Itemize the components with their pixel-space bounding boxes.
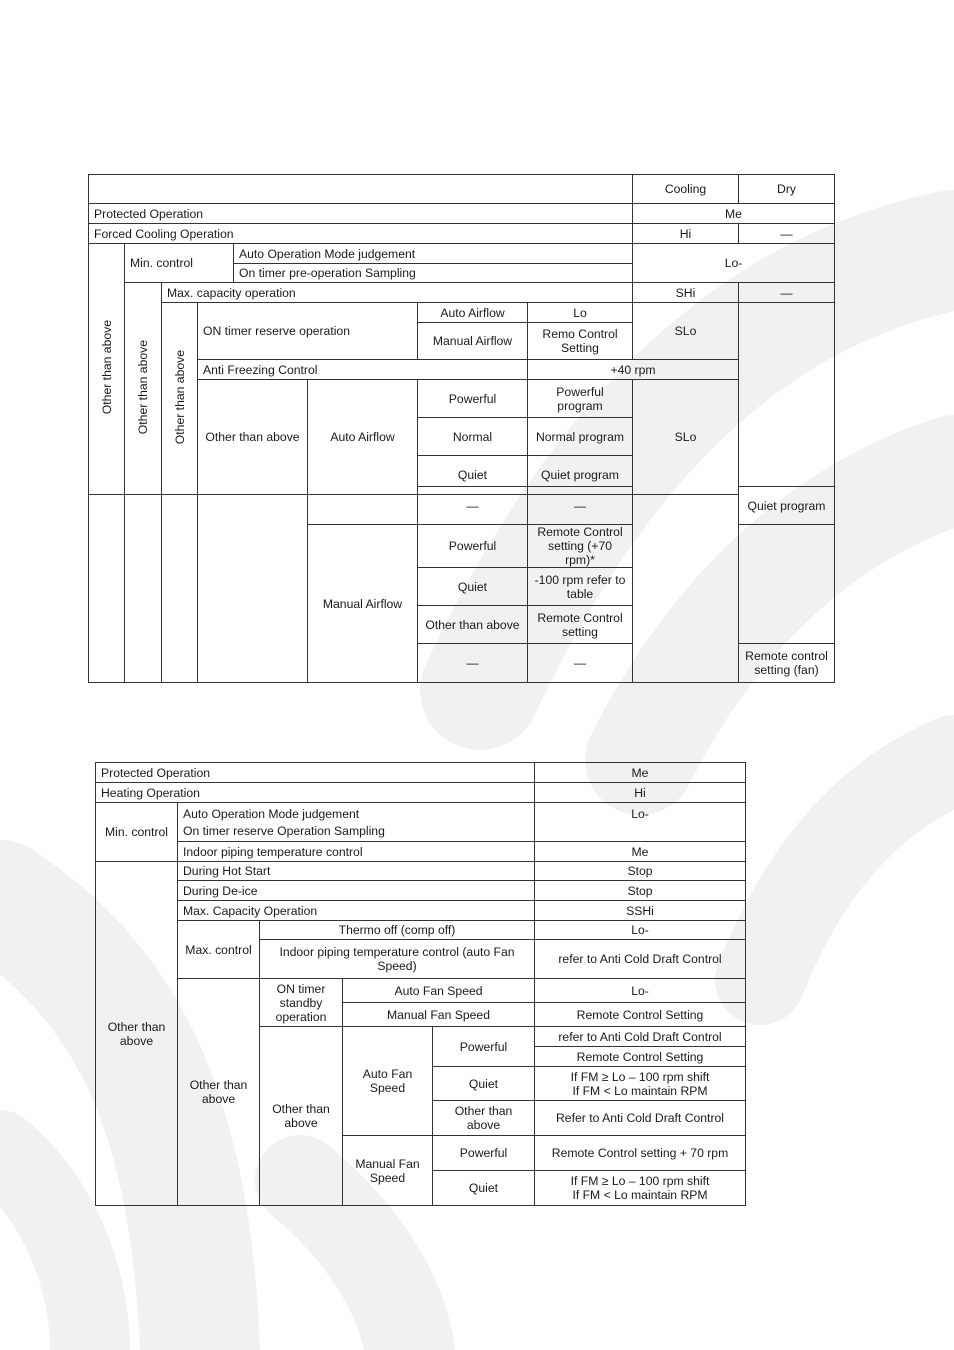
anti-freezing-value: +40 rpm [528, 360, 739, 380]
manual-row-cooling: Remote Control setting [528, 606, 633, 644]
h-manual-quiet-line2: If FM < Lo maintain RPM [572, 1188, 708, 1202]
h-de-ice-value: Stop [535, 881, 746, 901]
on-timer-manual-airflow: Manual Airflow [418, 323, 528, 360]
h-protected-label: Protected Operation [96, 763, 535, 783]
ion-quiet-program: Quiet program [739, 487, 835, 525]
h-other-than-above-mid: Other than above [178, 979, 260, 1206]
other-than-above-level3: Other than above [162, 303, 198, 495]
h-min-control-value: Lo- [535, 803, 746, 842]
h-auto-quiet: Quiet [433, 1067, 535, 1101]
on-timer-manual-value: Remo Control Setting [528, 323, 633, 360]
manual-row-cooling: -100 rpm refer to table [528, 568, 633, 606]
h-auto-powerful: Powerful [433, 1027, 535, 1067]
auto-row-mode: Powerful [418, 380, 528, 418]
h-hot-start-value: Stop [535, 862, 746, 881]
h-auto-powerful-value-1: refer to Anti Cold Draft Control [535, 1027, 746, 1047]
auto-row-mode: — [418, 487, 528, 525]
h-auto-other-value: Refer to Anti Cold Draft Control [535, 1101, 746, 1136]
forced-cooling-dry: — [739, 224, 835, 244]
auto-row-mode: Quiet [418, 456, 528, 495]
h-other-than-above-outer: Other than above [96, 862, 178, 1206]
max-capacity-label: Max. capacity operation [162, 283, 633, 303]
on-timer-auto-value: Lo [528, 303, 633, 323]
h-min-control-label: Min. control [96, 803, 178, 862]
auto-row-cooling: Quiet program [528, 456, 633, 495]
h-de-ice-label: During De-ice [178, 881, 535, 901]
auto-row-cooling: Powerful program [528, 380, 633, 418]
h-max-control-label: Max. control [178, 921, 260, 979]
other-main-continued [198, 487, 308, 683]
auto-airflow-group: Auto Airflow [308, 380, 418, 495]
h-heating-value: Hi [535, 783, 746, 803]
level1-continued [89, 487, 125, 683]
h-protected-value: Me [535, 763, 746, 783]
auto-row-cooling: — [528, 487, 633, 525]
h-auto-quiet-line2: If FM < Lo maintain RPM [572, 1083, 708, 1098]
h-auto-fan-group: Auto Fan Speed [343, 1027, 433, 1136]
h-manual-quiet-value [535, 1171, 746, 1206]
h-thermo-off-value: Lo- [535, 921, 746, 940]
other-dry-value: SLo [633, 380, 739, 495]
manual-row-mode: Other than above [418, 606, 528, 644]
min-control-value: Lo- [633, 244, 835, 283]
h-max-capacity-label: Max. Capacity Operation [178, 901, 535, 921]
h-on-timer-sampling: On timer reserve Operation Sampling [183, 823, 385, 838]
h-other-than-above-inner: Other than above [260, 1027, 343, 1206]
dry-continued [633, 487, 739, 683]
on-timer-auto-airflow: Auto Airflow [418, 303, 528, 323]
h-thermo-off-label: Thermo off (comp off) [260, 921, 535, 940]
cooling-table-lower [88, 486, 835, 683]
h-heating-label: Heating Operation [96, 783, 535, 803]
cooling-dry-fan-speed-table [88, 174, 835, 495]
h-auto-other: Other than above [433, 1101, 535, 1136]
other-than-above-level1: Other than above [89, 244, 125, 495]
auto-mode-judgement-label: Auto Operation Mode judgement [234, 244, 633, 264]
manual-airflow-group: Manual Airflow [308, 525, 418, 683]
h-auto-fan-speed-value: Lo- [535, 979, 746, 1003]
h-manual-fan-group: Manual Fan Speed [343, 1136, 433, 1206]
anti-freezing-label: Anti Freezing Control [198, 360, 528, 380]
h-manual-quiet-line1: If FM ≥ Lo – 100 rpm shift [570, 1174, 710, 1188]
h-auto-mode-judgement: Auto Operation Mode judgement [183, 806, 360, 821]
header-blank [89, 175, 633, 204]
h-max-capacity-value: SSHi [535, 901, 746, 921]
h-manual-quiet: Quiet [433, 1171, 535, 1206]
ion-remote-fan: Remote control setting (fan) [739, 644, 835, 683]
h-indoor-piping-value: Me [535, 842, 746, 862]
on-timer-reserve-label: ON timer reserve operation [198, 303, 418, 360]
other-than-above-main: Other than above [198, 380, 308, 495]
auto-row-cooling: Normal program [528, 418, 633, 456]
auto-airflow-continued [308, 487, 418, 525]
level3-continued [162, 487, 198, 683]
protected-operation-value: Me [633, 204, 835, 224]
forced-cooling-label: Forced Cooling Operation [89, 224, 633, 244]
manual-row-cooling: — [528, 644, 633, 683]
manual-row-mode: Quiet [418, 568, 528, 606]
h-max-indoor-piping-label: Indoor piping temperature control (auto Fan Speed) [260, 940, 535, 979]
h-manual-powerful: Powerful [433, 1136, 535, 1171]
h-auto-quiet-value [535, 1067, 746, 1101]
max-capacity-dry: — [739, 283, 835, 303]
h-auto-fan-speed-label: Auto Fan Speed [343, 979, 535, 1003]
ion-manual-blank [739, 525, 835, 644]
on-timer-sampling-label: On timer pre-operation Sampling [234, 264, 633, 283]
manual-row-mode: Powerful [418, 525, 528, 568]
on-timer-dry-value: SLo [633, 303, 739, 360]
h-hot-start-label: During Hot Start [178, 862, 535, 881]
h-max-indoor-piping-value: refer to Anti Cold Draft Control [535, 940, 746, 979]
h-on-timer-standby-label: ON timer standby operation [260, 979, 343, 1027]
manual-row-mode: — [418, 644, 528, 683]
h-manual-powerful-value: Remote Control setting + 70 rpm [535, 1136, 746, 1171]
h-manual-fan-speed-value: Remote Control Setting [535, 1003, 746, 1027]
max-capacity-cooling: SHi [633, 283, 739, 303]
protected-operation-label: Protected Operation [89, 204, 633, 224]
header-cooling: Cooling [633, 175, 739, 204]
h-indoor-piping-label: Indoor piping temperature control [178, 842, 535, 862]
min-control-label: Min. control [125, 244, 234, 283]
level2-continued [125, 487, 162, 683]
heating-fan-speed-table [95, 762, 746, 1206]
h-auto-powerful-value-2: Remote Control Setting [535, 1047, 746, 1067]
forced-cooling-cooling: Hi [633, 224, 739, 244]
h-auto-quiet-line1: If FM ≥ Lo – 100 rpm shift [570, 1069, 710, 1084]
manual-row-cooling: Remote Control setting (+70 rpm)* [528, 525, 633, 568]
other-than-above-level2: Other than above [125, 283, 162, 495]
h-manual-fan-speed-label: Manual Fan Speed [343, 1003, 535, 1027]
header-dry: Dry [739, 175, 835, 204]
auto-row-mode: Normal [418, 418, 528, 456]
h-min-control-items [178, 803, 535, 842]
